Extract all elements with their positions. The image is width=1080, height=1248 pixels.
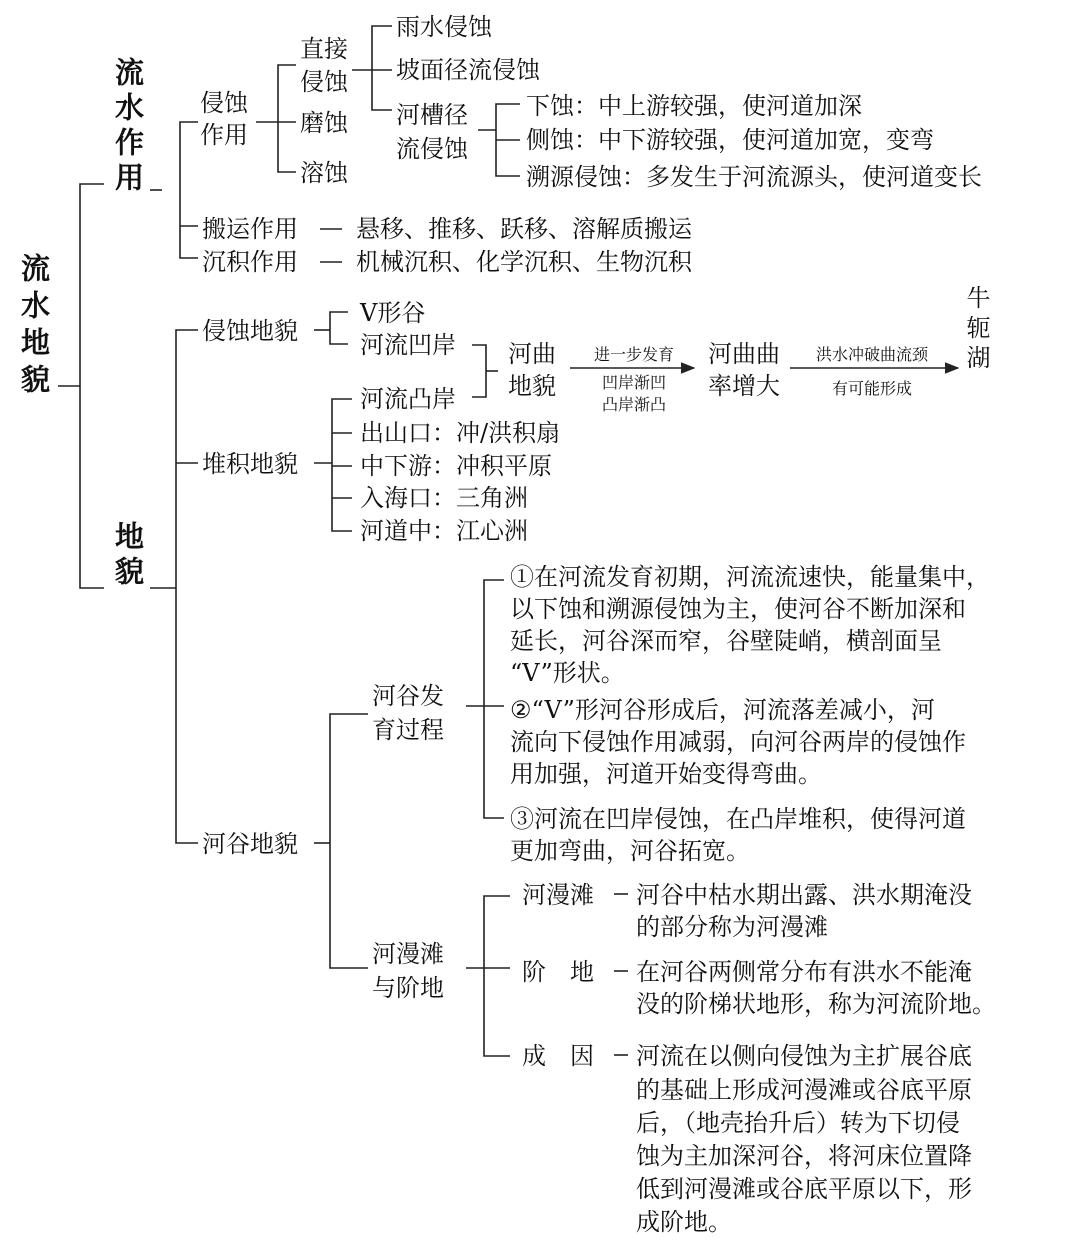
abrasion: 磨蚀: [300, 109, 348, 137]
concave-bank: 河流凹岸: [360, 331, 456, 359]
solution: 溶蚀: [300, 159, 348, 187]
floodplain-terrace-title: 河漫滩与阶地: [372, 940, 444, 1002]
valley-process-title: 河谷发育过程: [372, 682, 444, 744]
floodplain-text: 河谷中枯水期出露、洪水期淹没 的部分称为河漫滩: [636, 881, 972, 941]
convex-bank: 河流凸岸: [360, 385, 456, 413]
transport-title: 搬运作用: [202, 215, 298, 243]
arrow-develop-bottom: 凹岸渐凹凸岸渐凸: [601, 373, 667, 414]
arrow-develop-top: 进一步发育: [593, 345, 675, 364]
terrace-text: 在河谷两侧常分布有洪水不能淹 没的阶梯状地形，称为河流阶地。: [636, 958, 996, 1018]
valley-landform-title: 河谷地貌: [202, 830, 298, 858]
down-cutting: 下蚀：中上游较强，使河道加深: [526, 92, 862, 120]
erosion-action-label: 侵蚀作用: [200, 89, 248, 149]
deposit-detail: 机械沉积、化学沉积、生物沉积: [356, 248, 692, 276]
transport-detail: 悬移、推移、跃移、溶解质搬运: [356, 215, 692, 243]
direct-erosion-label: 直接侵蚀: [300, 35, 348, 96]
river-island: 河道中：江心洲: [360, 517, 528, 545]
depositional-landform-title: 堆积地貌: [202, 450, 298, 478]
root-title: 流水地貌: [17, 253, 51, 401]
meander-increase: 河曲曲率增大: [708, 340, 780, 400]
channel-erosion-label: 河槽径流侵蚀: [396, 101, 468, 163]
slope-erosion: 坡面径流侵蚀: [396, 56, 540, 84]
arrow-oxbow-bottom: 有可能形成: [831, 379, 913, 398]
landform-title: 地貌: [111, 521, 145, 591]
arrow-oxbow-top: 洪水冲破曲流颈: [815, 345, 929, 364]
floodplain-label: 河漫滩: [522, 881, 594, 909]
oxbow-lake: 牛轭湖: [962, 285, 990, 375]
alluvial-plain: 中下游：冲积平原: [360, 452, 552, 480]
delta: 入海口：三角洲: [360, 484, 528, 512]
terrace-label: 阶 地: [522, 958, 594, 986]
alluvial-fan: 出山口：冲/洪积扇: [360, 419, 561, 447]
process-step-1: ①在河流发育初期，河流流速快，能量集中， 以下蚀和溯源侵蚀为主，使河谷不断加深和 延长，河谷深而窄，谷壁陡峭，横剖面呈 “V”形状。: [510, 563, 990, 687]
process-step-3: ③河流在凹岸侵蚀，在凸岸堆积，使得河道 更加弯曲，河谷拓宽。: [510, 805, 966, 865]
process-step-2: ②“V”形河谷形成后，河流落差减小，河 流向下侵蚀作用减弱，向河谷两岸的侵蚀作 用加强，河道开始变得弯曲。: [510, 696, 966, 788]
cause-label: 成 因: [522, 1042, 594, 1070]
deposit-title: 沉积作用: [202, 248, 298, 276]
cause-text: 河流在以侧向侵蚀为主扩展谷底 的基础上形成河漫滩或谷底平原 后，（地壳抬升后）转为下切侵 蚀为主加深河谷，将河床位置降 低到河漫滩或谷底平原以下，形 成阶地。: [636, 1042, 972, 1236]
side-erosion: 侧蚀：中下游较强，使河道加宽，变弯: [526, 126, 934, 154]
meander-landform: 河曲地貌: [508, 340, 556, 400]
headward-erosion: 溯源侵蚀：多发生于河流源头，使河道变长: [526, 163, 982, 191]
erosional-landform-title: 侵蚀地貌: [202, 317, 298, 345]
rain-erosion: 雨水侵蚀: [396, 13, 492, 41]
v-valley: V形谷: [360, 299, 426, 327]
flow-title: 流水作用: [111, 57, 145, 197]
